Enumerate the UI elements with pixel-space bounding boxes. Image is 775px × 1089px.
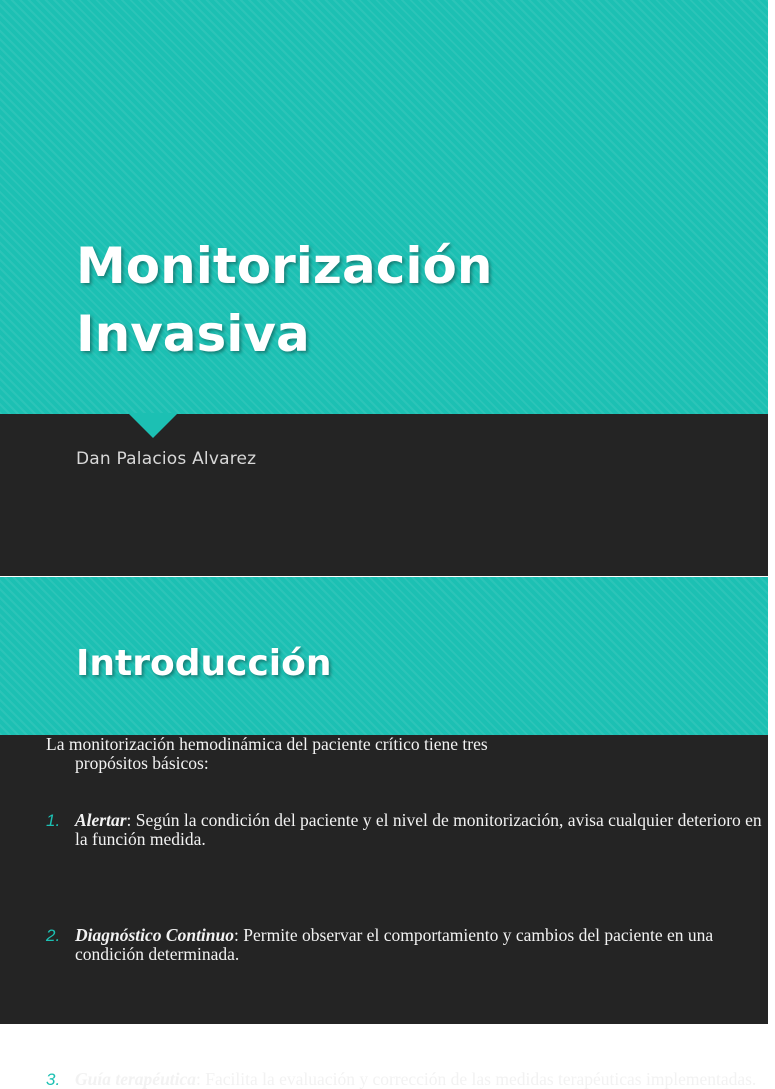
list-item-number: 1. <box>46 811 61 830</box>
list-item-term: Alertar <box>75 810 127 830</box>
intro-slide <box>0 577 768 1089</box>
list-item-number: 2. <box>46 926 61 945</box>
intro-slide-dark-band <box>0 735 768 1024</box>
list-item-number: 3. <box>46 1070 61 1089</box>
slide-title <box>76 232 492 368</box>
slide-title-line-2: Invasiva <box>76 305 310 363</box>
intro-line-1: La monitorización hemodinámica del paciente crítico tiene tres <box>46 734 488 754</box>
list-item-term: Diagnóstico Continuo <box>75 925 235 945</box>
list-item-guia <box>46 1070 775 1089</box>
list-item-text: : Según la condición del paciente y el nivel de monitorización, avisa cualquier deterioro en la función medida. <box>75 810 762 849</box>
intro-line-2: propósitos básicos: <box>75 753 209 773</box>
author-subtitle: Dan Palacios Alvarez <box>76 449 257 469</box>
title-slide-dark-band <box>0 414 768 576</box>
list-item-term: Guía terapéutica <box>75 1069 197 1089</box>
list-item-diagnostico <box>46 926 775 964</box>
title-slide-notch-marker <box>128 413 178 438</box>
list-item-alertar <box>46 811 775 849</box>
list-item-text: : Permite observar el comportamiento y cambios del paciente en una condición determinada. <box>75 925 714 964</box>
intro-heading: Introducción <box>76 643 332 684</box>
list-item-text: : Facilita la evaluación y corrección de las medidas terapéuticas implementadas. <box>196 1069 757 1089</box>
intro-paragraph <box>46 735 746 773</box>
slide-title-line-1: Monitorización <box>76 237 493 295</box>
